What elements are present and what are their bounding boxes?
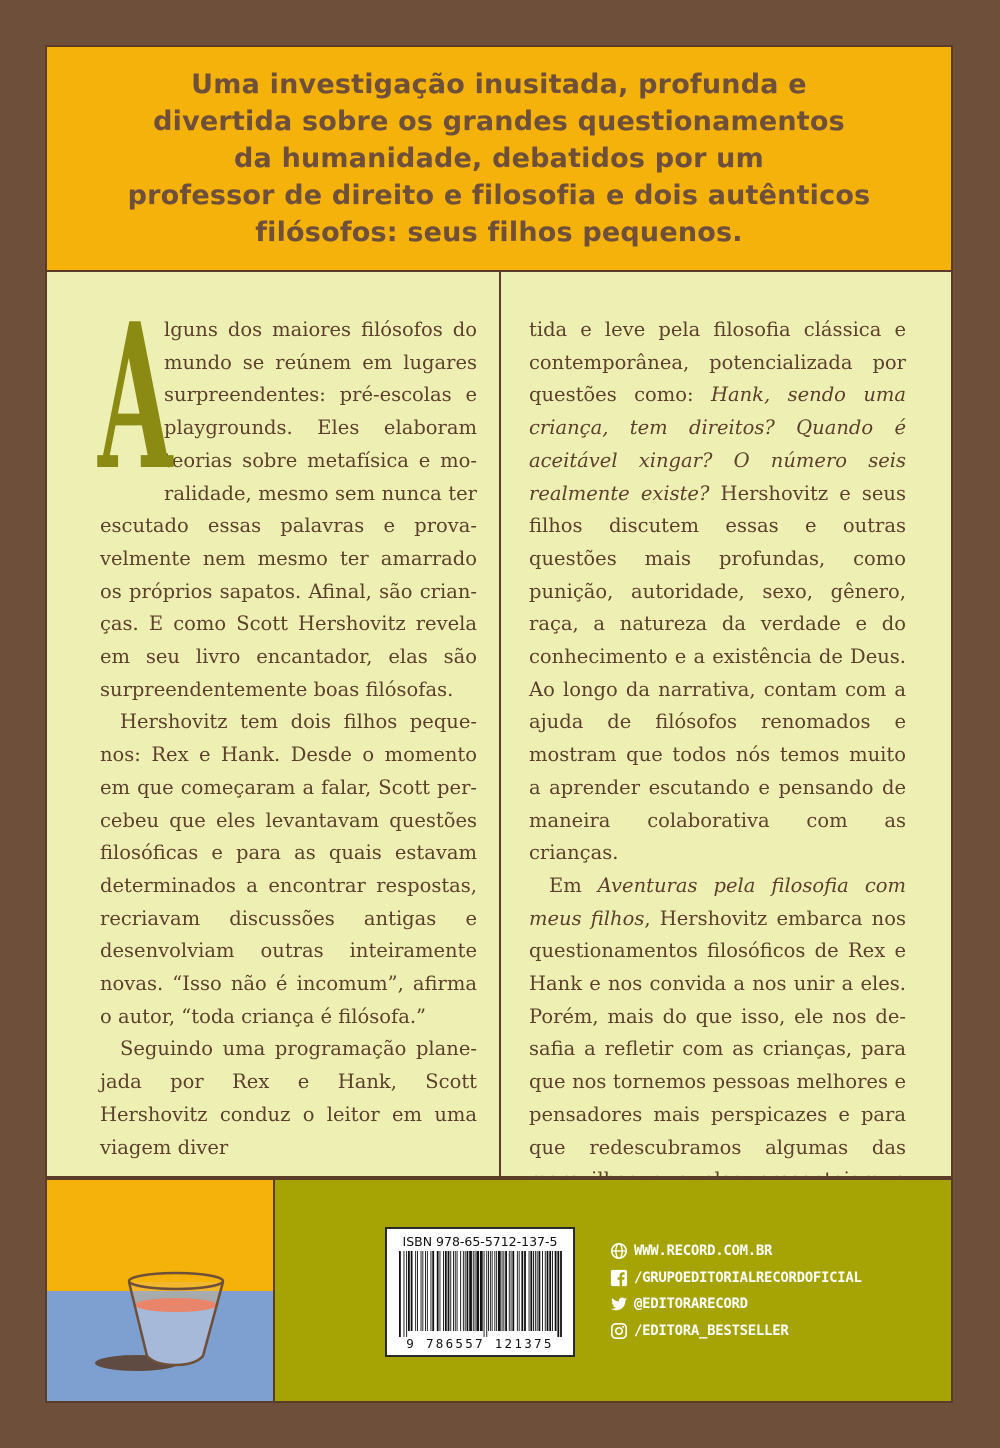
barcode-bar [494, 1251, 495, 1331]
synopsis-right-column [529, 314, 906, 1230]
barcode-bar [460, 1251, 461, 1331]
barcode-bar [498, 1251, 501, 1331]
contact-text: WWW.RECORD.COM.BR [634, 1243, 773, 1260]
footer [45, 1178, 953, 1403]
barcode-bar [549, 1251, 551, 1331]
footer-green-block [273, 1178, 953, 1403]
contact-text: /GRUPOEDITORIALRECORDOFICIAL [634, 1269, 862, 1286]
barcode-bar [537, 1251, 538, 1331]
barcode-bar [437, 1251, 439, 1331]
barcode-bar [431, 1251, 432, 1331]
facebook-icon [610, 1269, 628, 1287]
paragraph [529, 870, 906, 1230]
barcode-bar [533, 1251, 534, 1331]
barcode-bar [417, 1251, 418, 1331]
contact-website[interactable] [610, 1238, 862, 1265]
italic-questions: Hank, sendo uma criança, tem direitos? Quando é aceitável xingar? O número seis realmente existe? [529, 383, 906, 505]
barcode-bar [406, 1251, 407, 1337]
barcode-bar [557, 1251, 559, 1337]
barcode-bar [484, 1251, 485, 1337]
barcode-bar [425, 1251, 426, 1331]
barcode-bar [443, 1251, 444, 1331]
barcode-bar [545, 1251, 546, 1331]
barcode-bar [496, 1251, 497, 1331]
water-surface [135, 1298, 217, 1312]
barcode-bar [502, 1251, 503, 1331]
barcode-bar [450, 1251, 451, 1331]
barcode-bar [490, 1251, 491, 1331]
synopsis-left-column [98, 280, 477, 1164]
globe-icon [610, 1242, 628, 1260]
barcode-bar [432, 1251, 434, 1331]
barcode-bar [448, 1251, 450, 1331]
barcode-bar [535, 1251, 536, 1331]
tagline [128, 66, 871, 251]
column-divider [499, 272, 501, 1176]
barcode-bar [445, 1251, 447, 1331]
barcode [385, 1227, 575, 1357]
barcode-bar [476, 1251, 479, 1331]
barcode-bar [399, 1251, 401, 1337]
twitter-icon [610, 1295, 628, 1313]
barcode-bar [408, 1251, 410, 1331]
paragraph: Seguindo uma programação planejada por Rex e Hank, Scott Hershovitz conduz o leitor em uma viagem diver [100, 1037, 477, 1159]
tagline-line: filósofos: seus filhos pequenos. [255, 217, 743, 248]
dropcap: A [98, 280, 173, 515]
synopsis-area [45, 270, 953, 1178]
paragraph-text: lguns dos maiores filósofos do [164, 318, 477, 341]
barcode-bar [524, 1251, 526, 1331]
barcode-bar [542, 1251, 543, 1331]
barcode-bar [465, 1251, 466, 1331]
contact-list [610, 1238, 862, 1344]
barcode-bar [503, 1251, 504, 1331]
paragraph-text: mundo se reúnem em lugares surpreendentes: pré-escolas e playgrounds. Eles elaboram teorias sobre metafísica e moralidade, mesmo sem nunca ter escutado essas palavras e provavelmente nem mesmo ter amarrado os próprios sapatos. Afinal, são crianças. E como Scott Hershovitz revela em seu livro encantador, elas são surpreendentemente boas filósofas. [100, 350, 477, 701]
water-glass-illustration [45, 1178, 273, 1403]
barcode-bar [480, 1251, 483, 1331]
paragraph-text: tida e leve pela filosofia clássica e contemporânea, potencializada por questões como: [529, 318, 906, 407]
barcode-bar [411, 1251, 413, 1331]
barcode-digits: 9 786557 121375 [406, 1336, 554, 1351]
barcode-bar [469, 1251, 472, 1331]
paragraph: Hershovitz tem dois filhos pequenos: Rex e Hank. Desde o momento em que começaram a falar, Scott percebeu que eles levantavam questões filosóficas e para as quais estavam determinados a encontrar respostas, recriavam discussões antigas e desenvolviam outras inteiramente novas. “Isso não é incomum”, afirma o autor, “toda criança é filósofa.” [100, 710, 477, 1028]
barcode-bar [475, 1251, 476, 1331]
barcode-bar [511, 1251, 512, 1331]
contact-text: @EDITORARECORD [634, 1296, 748, 1313]
barcode-bar [473, 1251, 474, 1331]
tagline-line: Uma investigação inusitada, profunda e [191, 69, 807, 100]
barcode-bar [467, 1251, 469, 1331]
contact-text: /EDITORA_BESTSELLER [634, 1322, 789, 1339]
barcode-bars [395, 1251, 565, 1337]
tagline-line: da humanidade, debatidos por um [234, 143, 764, 174]
paragraph [98, 280, 477, 706]
contact-instagram[interactable] [610, 1318, 862, 1345]
paragraph-text: , Hershovitz embarca nos questionamentos filosóficos de Rex e Hank e nos convida a nos unir a eles. Porém, mais do que isso, ele nos desafia a refletir com as crianças, para que nos tornemos pessoas melhores e pensadores mais perspicazes e para que redescubramos algumas das [529, 906, 906, 1159]
barcode-bar [529, 1251, 530, 1331]
barcode-bar [440, 1251, 441, 1331]
barcode-bar [455, 1251, 456, 1331]
barcode-bar [519, 1251, 520, 1331]
isbn-label: ISBN 978-65-5712-137-5 [402, 1234, 558, 1249]
paragraph-text: Em [549, 873, 598, 897]
barcode-bar [404, 1251, 405, 1337]
barcode-bar [517, 1251, 518, 1331]
paragraph-text: Hershovitz e seus filhos discutem essas e outras questões mais profundas, como punição, autoridade, sexo, gênero, raça, a natureza da verdade e do conhecimento e a existência de Deus. Ao longo da narrativa, contam com a ajuda de filósofos renomados e mostram que todos nós temos muito a aprender escutando e pensando de maneira colaborativa com as crianças. [529, 481, 906, 865]
barcode-bar [415, 1251, 416, 1331]
barcode-bar [453, 1251, 454, 1331]
barcode-bar [530, 1251, 532, 1331]
barcode-bar [422, 1251, 423, 1331]
tagline-line: divertida sobre os grandes questionamentos [153, 106, 845, 137]
barcode-bar [560, 1251, 562, 1337]
barcode-bar [486, 1251, 487, 1337]
barcode-bar [427, 1251, 428, 1331]
instagram-icon [610, 1322, 628, 1340]
barcode-bar [547, 1251, 549, 1331]
paragraph [529, 314, 906, 870]
header-band [45, 45, 953, 270]
tagline-line: professor de direito e filosofia e dois autênticos [127, 180, 871, 211]
contact-facebook[interactable] [610, 1265, 862, 1292]
book-title-italic: Aventuras pela filosofia com meus filhos [529, 873, 906, 930]
barcode-bar [505, 1251, 507, 1331]
barcode-bar [512, 1251, 514, 1331]
contact-twitter[interactable] [610, 1291, 862, 1318]
barcode-bar [463, 1251, 464, 1331]
barcode-bar [555, 1251, 557, 1331]
barcode-bar [521, 1251, 523, 1331]
barcode-bar [539, 1251, 541, 1331]
barcode-bar [492, 1251, 493, 1331]
barcode-bar [421, 1251, 422, 1331]
barcode-bar [488, 1251, 489, 1331]
barcode-bar [457, 1251, 458, 1331]
barcode-bar [552, 1251, 553, 1331]
barcode-bar [509, 1251, 510, 1331]
